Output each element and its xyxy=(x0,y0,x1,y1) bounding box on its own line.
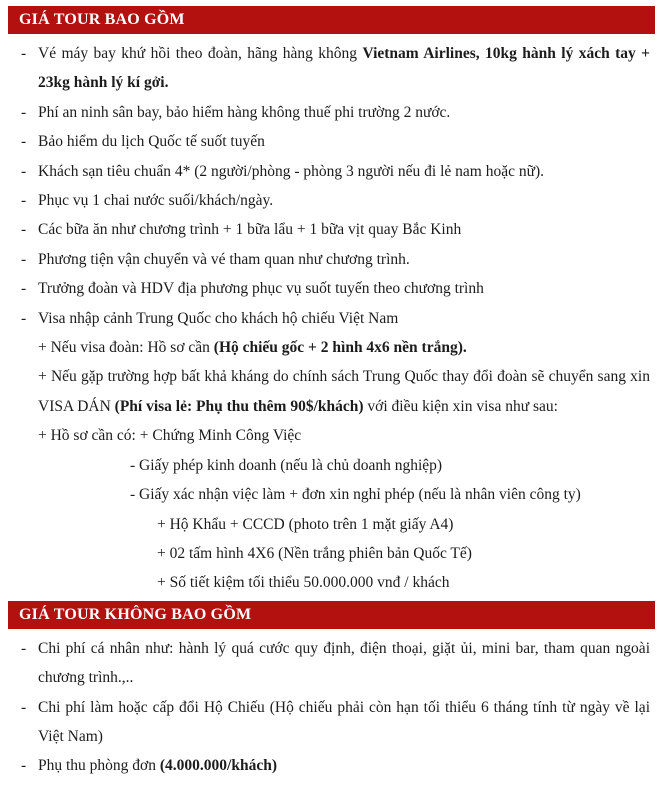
list-item xyxy=(0,362,650,421)
text-run: Visa nhập cảnh Trung Quốc cho khách hộ chiếu Việt Nam xyxy=(38,309,399,327)
bullet-dash: - xyxy=(21,698,27,716)
text-run: Chi phí cá nhân như: hành lý quá cước quy định, điện thoại, giặt ủi, mini bar, tham quan ngoài chương trình.,.. xyxy=(38,639,650,687)
list-item xyxy=(0,539,650,568)
bullet-dash: - xyxy=(21,162,27,180)
list-item xyxy=(0,634,650,693)
text-run: + Số tiết kiệm tối thiểu 50.000.000 vnđ / khách xyxy=(157,574,450,592)
text-run: Phí an ninh sân bay, bảo hiểm hàng không thuế phi trường 2 nước. xyxy=(38,103,451,121)
list-item xyxy=(0,215,650,244)
list-item xyxy=(0,186,650,215)
section-tour-includes xyxy=(0,6,666,601)
section-title: GIÁ TOUR BAO GỒM xyxy=(19,11,185,28)
text-run-bold: (4.000.000/khách) xyxy=(159,757,277,775)
bullet-dash: - xyxy=(21,309,27,327)
text-run: Phục vụ 1 chai nước suối/khách/ngày. xyxy=(38,192,274,210)
bullet-dash: - xyxy=(21,192,27,210)
text-run: + Hộ Khẩu + CCCD (photo trên 1 mặt giấy A4) xyxy=(157,515,454,533)
list-item xyxy=(0,127,650,156)
text-run-bold: (Hộ chiếu gốc + 2 hình 4x6 nền trắng). xyxy=(213,339,467,357)
bullet-dash: - xyxy=(21,639,27,657)
list-item xyxy=(0,39,650,98)
list-item xyxy=(0,157,650,186)
bullet-dash: - xyxy=(21,757,27,775)
text-run: - Giấy xác nhận việc làm + đơn xin nghỉ phép (nếu là nhân viên công ty) xyxy=(130,486,581,504)
text-run: Bảo hiểm du lịch Quốc tế suốt tuyến xyxy=(38,133,265,151)
bullet-dash: - xyxy=(21,133,27,151)
bullet-dash: - xyxy=(21,221,27,239)
list-item xyxy=(0,480,650,509)
text-run: + Nếu visa đoàn: Hồ sơ cần xyxy=(38,339,214,357)
list-item xyxy=(0,451,650,480)
text-run: + Hồ sơ cần có: + Chứng Minh Công Việc xyxy=(38,427,302,445)
list-item xyxy=(0,98,650,127)
list-item xyxy=(0,568,650,597)
bullet-dash: - xyxy=(21,250,27,268)
list-item xyxy=(0,751,650,780)
section-header xyxy=(8,601,655,629)
bullet-dash: - xyxy=(21,280,27,298)
section-item-list xyxy=(0,629,666,784)
text-run: Vé máy bay khứ hồi theo đoàn, hãng hàng không xyxy=(38,45,363,62)
text-run: với điều kiện xin visa như sau: xyxy=(363,397,558,415)
bullet-dash: - xyxy=(21,103,27,121)
section-item-list xyxy=(0,34,666,601)
list-item xyxy=(0,693,650,752)
text-run: Phụ thu phòng đơn xyxy=(38,757,160,775)
text-run: Phương tiện vận chuyển và vé tham quan như chương trình. xyxy=(38,250,410,268)
list-item xyxy=(0,421,650,450)
text-run: Trưởng đoàn và HDV địa phương phục vụ suốt tuyến theo chương trình xyxy=(38,280,484,298)
list-item xyxy=(0,245,650,274)
section-header xyxy=(8,6,655,34)
list-item xyxy=(0,274,650,303)
text-run: Chi phí làm hoặc cấp đổi Hộ Chiếu (Hộ chiếu phải còn hạn tối thiểu 6 tháng tính từ ngày về lại Việt Nam) xyxy=(38,698,650,745)
list-item xyxy=(0,510,650,539)
list-item xyxy=(0,304,650,333)
text-run: - Giấy phép kinh doanh (nếu là chủ doanh nghiệp) xyxy=(130,456,443,474)
text-run-bold: (Phí visa lẻ: Phụ thu thêm 90$/khách) xyxy=(114,397,364,415)
list-item xyxy=(0,333,650,362)
section-title: GIÁ TOUR KHÔNG BAO GỒM xyxy=(19,605,252,623)
text-run: Các bữa ăn như chương trình + 1 bữa lẩu + 1 bữa vịt quay Bắc Kinh xyxy=(38,221,462,239)
text-run: Khách sạn tiêu chuẩn 4* (2 người/phòng - phòng 3 người nếu đi lẻ nam hoặc nữ). xyxy=(38,162,545,180)
bullet-dash: - xyxy=(21,45,27,62)
section-tour-excludes xyxy=(0,601,666,784)
text-run-bold: Vietnam Airlines, 10kg hành lý xách tay + 23kg hành lý kí gởi. xyxy=(38,45,651,92)
text-run: + Nếu gặp trường hợp bất khả kháng do chính sách Trung Quốc thay đổi đoàn sẽ chuyển sang xin VISA DÁN xyxy=(38,368,650,415)
text-run: + 02 tấm hình 4X6 (Nền trắng phiên bản Quốc Tế) xyxy=(157,544,472,562)
